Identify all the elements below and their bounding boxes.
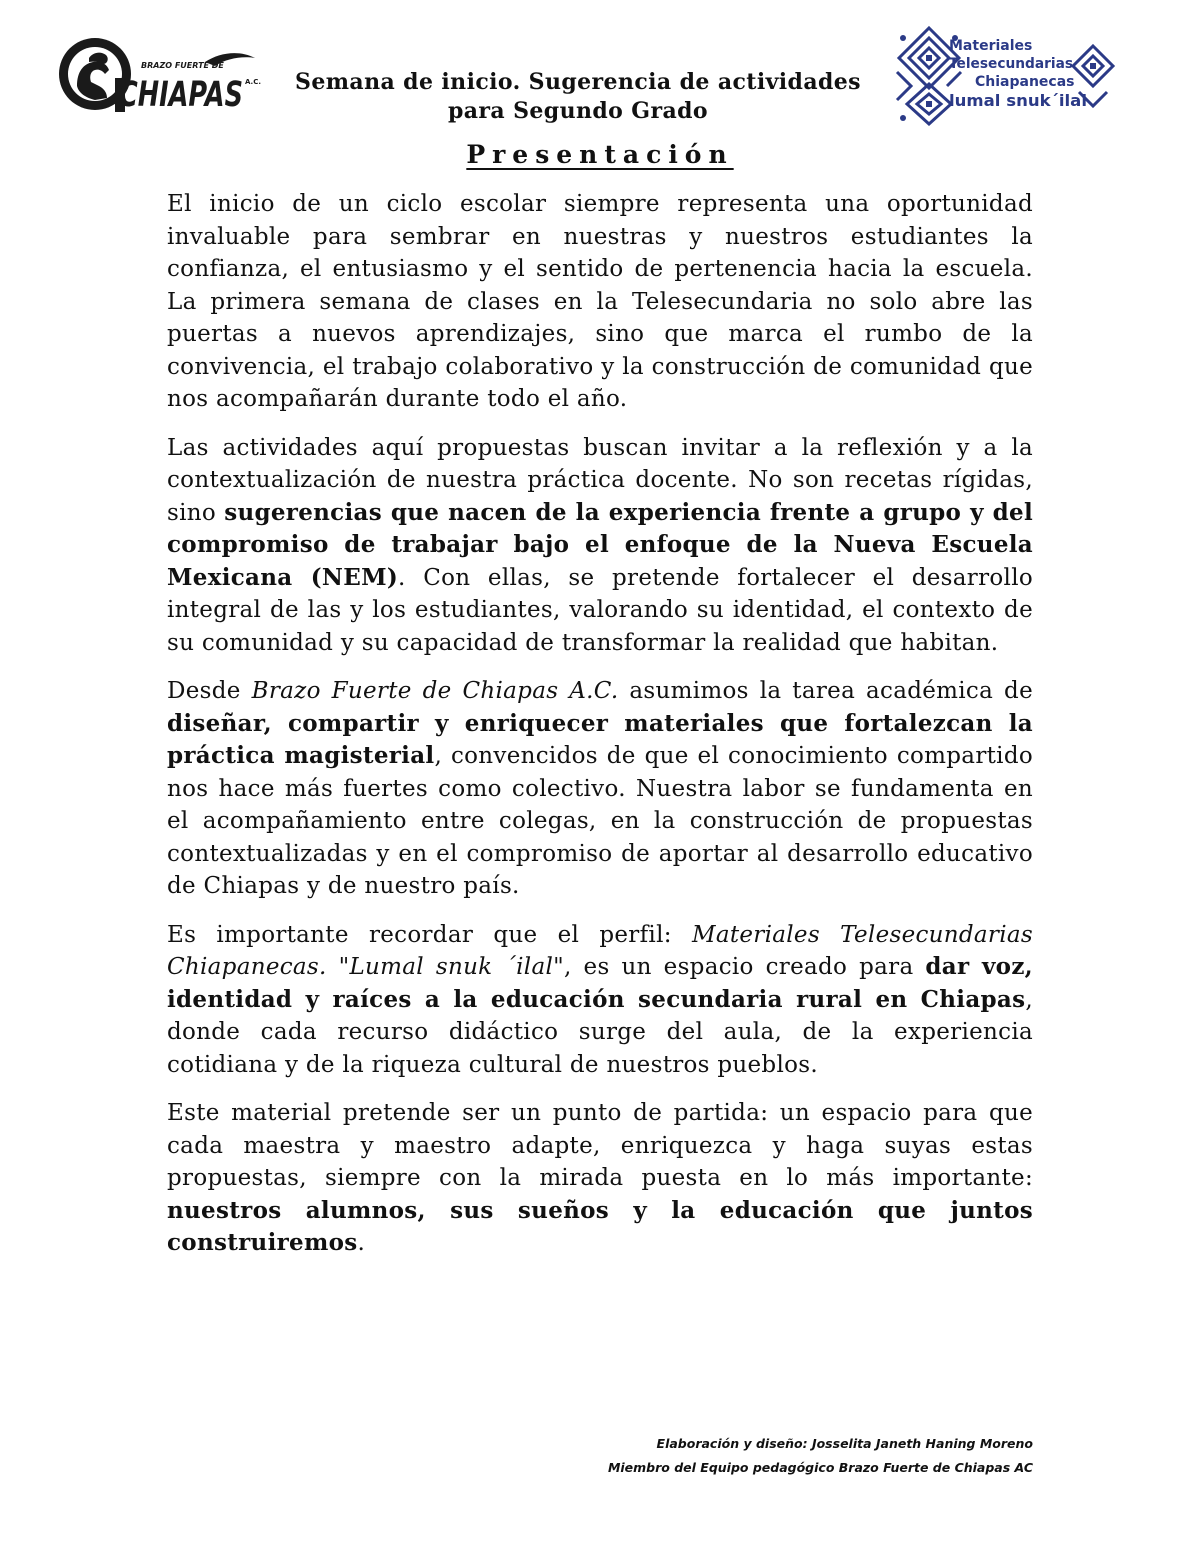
logo-line-chiapanecas: Chiapanecas bbox=[975, 74, 1075, 90]
section-heading-text: Presentación bbox=[466, 140, 734, 169]
credits-team: Miembro del Equipo pedagógico Brazo Fuerte de Chiapas AC bbox=[607, 1460, 1033, 1475]
paragraph-3-text-b: asumimos la tarea académica de bbox=[618, 678, 1033, 704]
paragraph-3-text-a: Desde bbox=[167, 678, 252, 704]
paragraph-2 bbox=[167, 432, 1033, 660]
logo-suffix-text: A.C. bbox=[245, 78, 262, 86]
paragraph-4-text-b: , es un espacio creado para bbox=[564, 954, 926, 980]
paragraph-4-italic: Materiales Telesecundarias Chiapanecas. "Lumal snuk ´ilal" bbox=[167, 921, 1034, 980]
paragraph-3-text-c: , convencidos de que el conocimiento compartido nos hace más fuertes como colectivo. Nuestra labor se fundamenta en el acompañamiento entre colegas, en la construcción de propuestas contextualizadas y en el compromiso de aportar al desarrollo educativo de Chiapas y de nuestro país. bbox=[167, 743, 1033, 899]
materiales-logo-graphic bbox=[893, 24, 1118, 126]
paragraph-4 bbox=[167, 919, 1033, 1082]
document-body bbox=[167, 188, 1033, 1276]
paragraph-3 bbox=[167, 675, 1033, 903]
brazo-fuerte-logo bbox=[55, 34, 265, 116]
paragraph-3-bold: diseñar, compartir y enriquecer materiales que fortalezcan la práctica magisterial bbox=[167, 709, 1033, 769]
document-title-line1: Semana de inicio. Sugerencia de actividades bbox=[295, 69, 861, 95]
paragraph-2-text-b: . Con ellas, se pretende fortalecer el desarrollo integral de las y los estudiantes, valorando su identidad, el contexto de su comunidad y su capacidad de transformar la realidad que habitan. bbox=[167, 564, 1033, 656]
paragraph-2-text-a: Las actividades aquí propuestas buscan invitar a la reflexión y a la contextualización de nuestra práctica docente. No son recetas rígidas, sino bbox=[167, 434, 1033, 526]
logo-main-text: CHIAPAS bbox=[119, 75, 243, 115]
credits-author: Elaboración y diseño: Josselita Janeth Haning Moreno bbox=[656, 1436, 1033, 1451]
logo-line-telesecundarias: Telesecundarias bbox=[949, 56, 1073, 72]
paragraph-2-bold: sugerencias que nacen de la experiencia frente a grupo y del compromiso de trabajar bajo el enfoque de la Nueva Escuela Mexicana (NEM) bbox=[167, 498, 1033, 591]
materiales-telesecundarias-logo bbox=[893, 24, 1118, 126]
paragraph-4-text-a: Es importante recordar que el perfil: bbox=[167, 921, 692, 948]
paragraph-4-bold: dar voz, identidad y raíces a la educación secundaria rural en Chiapas bbox=[167, 953, 1033, 1013]
logo-line-lumal: lumal snuk´ilal bbox=[949, 91, 1087, 110]
paragraph-5-text-a: Este material pretende ser un punto de partida: un espacio para que cada maestra y maestro adapte, enriquezca y haga suyas estas propuestas, siempre con la mirada puesta en lo más importante: bbox=[167, 1100, 1033, 1191]
paragraph-3-italic: Brazo Fuerte de Chiapas A.C. bbox=[251, 678, 619, 704]
credits bbox=[608, 1432, 1033, 1480]
paragraph-5 bbox=[167, 1097, 1033, 1260]
paragraph-4-text-c: , donde cada recurso didáctico surge del aula, de la experiencia cotidiana y de la riqueza cultural de nuestros pueblos. bbox=[167, 986, 1033, 1078]
paragraph-5-text-b: . bbox=[357, 1230, 366, 1256]
paragraph-1 bbox=[167, 188, 1033, 416]
brazo-fuerte-logo-graphic bbox=[55, 34, 265, 116]
logo-line-materiales: Materiales bbox=[949, 38, 1033, 54]
section-heading bbox=[0, 138, 1200, 172]
document-title-line2: para Segundo Grado bbox=[447, 98, 708, 124]
logo-top-text: BRAZO FUERTE DE bbox=[141, 61, 224, 70]
paragraph-1-text: El inicio de un ciclo escolar siempre representa una oportunidad invaluable para sembrar en nuestras y nuestros estudiantes la confianza, el entusiasmo y el sentido de pertenencia hacia la escuela. La primera semana de clases en la Telesecundaria no solo abre las puertas a nuevos aprendizajes, sino que marca el rumbo de la convivencia, el trabajo colaborativo y la construcción de comunidad que nos acompañarán durante todo el año. bbox=[167, 191, 1033, 412]
paragraph-5-bold: nuestros alumnos, sus sueños y la educación que juntos construiremos bbox=[167, 1196, 1033, 1256]
document-title bbox=[278, 68, 878, 126]
